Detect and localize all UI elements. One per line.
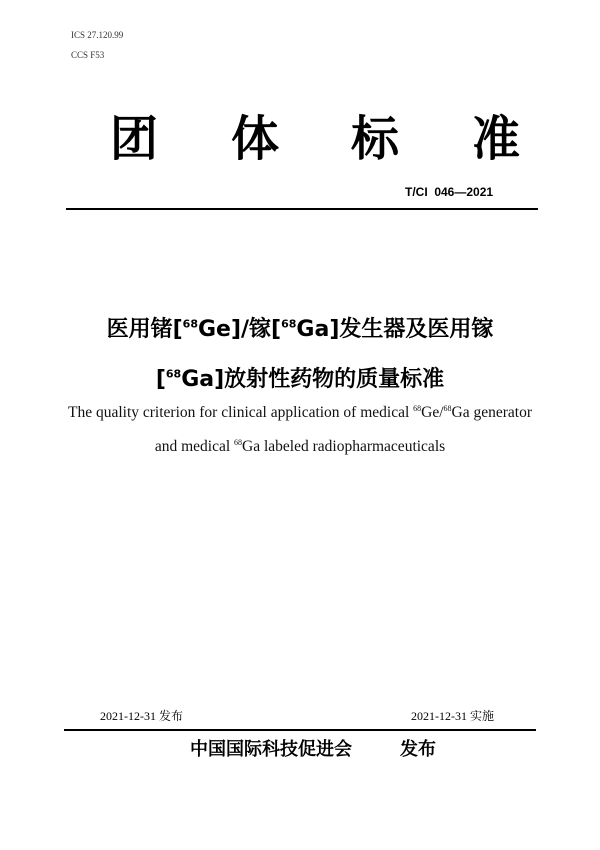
publish-date: 2021-12-31 发布	[100, 709, 183, 723]
mass-number: 68	[234, 437, 243, 447]
standard-number: T/CI 046—2021	[405, 185, 494, 199]
zh-title-text: 医用锗[	[106, 317, 183, 342]
mass-number: 68	[413, 403, 422, 413]
en-title-text: Ga generator	[451, 404, 533, 421]
en-title-line-1	[0, 404, 600, 422]
bottom-divider	[64, 729, 536, 731]
publisher-action: 发布	[400, 739, 436, 760]
ics-code: ICS 27.120.99	[71, 30, 124, 40]
ccs-code: CCS F53	[71, 50, 105, 60]
zh-title-text: Ga]发生器及医用镓	[296, 317, 494, 342]
en-title-text: Ga labeled radiopharmaceuticals	[242, 438, 446, 455]
zh-title-text: Ga]放射性药物的质量标准	[181, 367, 445, 392]
mass-number: 68	[182, 317, 198, 331]
title-char-1: 团	[110, 111, 159, 167]
publisher-name: 中国国际科技促进会	[190, 739, 352, 760]
implement-date: 2021-12-31 实施	[411, 709, 494, 723]
mass-number: 68	[443, 403, 452, 413]
zh-title-line-1	[0, 312, 600, 343]
en-title-line-2	[0, 438, 600, 456]
en-title-text: and medical	[154, 438, 235, 455]
mass-number: 68	[165, 367, 182, 381]
title-char-4: 准	[472, 111, 521, 167]
en-title-text: The quality criterion for clinical application of medical	[67, 404, 414, 421]
zh-title-text: [	[155, 367, 166, 392]
title-char-2: 体	[231, 111, 280, 167]
zh-title-line-2	[0, 362, 600, 393]
zh-title-text: Ge]/镓[	[197, 317, 282, 342]
title-char-3: 标	[351, 111, 400, 167]
top-divider	[66, 208, 538, 210]
mass-number: 68	[281, 317, 297, 331]
en-title-text: Ge/	[421, 404, 444, 421]
